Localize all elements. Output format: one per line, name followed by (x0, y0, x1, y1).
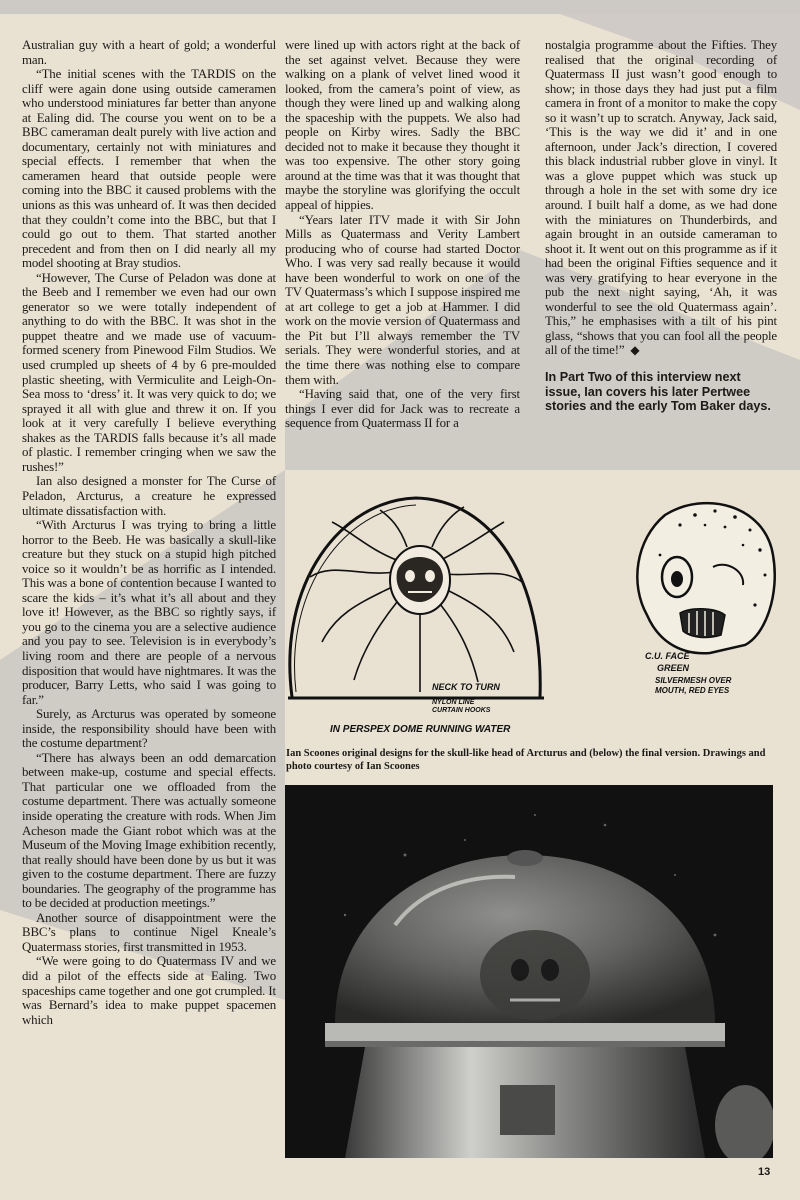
column-1 (22, 38, 276, 1027)
paragraph: “However, The Curse of Peladon was done at the Beeb and I remember we even had our own generator so we were totally independent of anything to do with the BBC. It was shot in the puppet theatre and we made use of vacuum-formed scenery from Pinewood Film Studios. We used crumpled up sheets of 4 by 6 pre-moulded plastic sheeting, with Vermiculite and Leigh-On-Sea moss to ‘dress’ it. It was very quick to do; we sprayed it all with glue and threw it on. If you look at it very carefully I believe everything shakes as the TARDIS falls because it’s all made of plastic. I remember cringing when we saw the rushes!” (22, 270, 276, 474)
column-3 (545, 38, 777, 414)
silver-annotation: SILVERMESH OVER (655, 676, 732, 685)
paragraph (545, 38, 777, 358)
paragraph: “There has always been an odd demarcation between make-up, costume and special effects. That particular one we offloaded from the costume department. There was actually someone inside operating the creature with rods. When Jim Acheson made the Giant robot which was at the Museum of the Moving Image exhibition recently, that really should have been done by us but it was given to the costume department. There are fuzzy boundaries. The geography of the programme has to be decided at production meetings.” (22, 750, 276, 911)
paragraph: “We were going to do Quatermass IV and we did a pilot of the effects side at Ealing. Two spaceships came together and one got crumpled. It was Bernard’s idea to make puppet spacemen which (22, 954, 276, 1027)
paragraph: Another source of disappointment were the BBC’s plans to continue Nigel Kneale’s Quatermass stories, first transmitted in 1953. (22, 910, 276, 954)
paragraph: “Years later ITV made it with Sir John Mills as Quatermass and Verity Lambert producing who of course had started Doctor Who. I was very sad really because it would have been wonderful to work on one of the TV Quatermass’s which I suppose inspired me at art college to get a job at Hammer. I did work on the movie version of Quatermass and the Pit but I’ll always remember the TV serials. They were wonderful stories, and at the time there was nothing else to compare them with. (285, 212, 520, 387)
next-issue-teaser: In Part Two of this interview next issue, Ian covers his later Pertwee stories and the early Tom Baker days. (545, 370, 771, 414)
paragraph: “Having said that, one of the very first things I ever did for Jack was to recreate a sequence from Quatermass II for a (285, 387, 520, 431)
hooks-annotation: CURTAIN HOOKS (432, 707, 491, 714)
arcturus-face-sketch (625, 495, 785, 695)
paragraph: “The initial scenes with the TARDIS on the cliff were again done using outside cameramen who understood miniatures far better than anyone at Ealing did. The course you went on to be a BBC cameraman dealt purely with live action and documentary, certainly not with miniatures and special effects. I remember that when the cameramen heard that outside people were coming into the BBC it caused problems with the unions as this was unheard of. It was then decided that they couldn’t come into the BBC, but that I could go out to them. That started another precedent and from then on I did nearly all my model shooting at Bray studios. (22, 67, 276, 271)
figure-caption: Ian Scoones original designs for the skull-like head of Arcturus and (below) the final version. Drawings and photo courtesy of Ian Scoones (286, 748, 766, 772)
arcturus-prop-photo (285, 785, 773, 1158)
end-mark-icon: ◆ (630, 343, 640, 358)
face-annotation: C.U. FACE (645, 651, 690, 661)
nylon-annotation: NYLON LINE (432, 699, 475, 706)
paragraph: Ian also designed a monster for The Curse of Peladon, Arcturus, a creature he expressed ultimate dissatisfaction with. (22, 474, 276, 518)
column-2 (285, 38, 520, 431)
paragraph: Surely, as Arcturus was operated by someone inside, the responsibility should have been with the costume department? (22, 707, 276, 751)
arcturus-dome-sketch (282, 492, 550, 742)
neck-annotation: NECK TO TURN (432, 682, 500, 692)
photo-illustration (285, 785, 773, 1158)
dome-annotation: IN PERSPEX DOME RUNNING WATER (330, 724, 511, 735)
mouth-annotation: MOUTH, RED EYES (655, 686, 730, 695)
paragraph: Australian guy with a heart of gold; a wonderful man. (22, 38, 276, 67)
paragraph-text: nostalgia programme about the Fifties. They realised that the original recording of Quatermass II just wasn’t good enough to show; in those days they had just put a film camera in front of a monitor to make the copy so it wasn’t up to scratch. Anyway, Jack said, ‘This is the way we did it’ and in one afternoon, under Jack’s direction, I covered this black industrial rubber glove in vinyl. It was a glove puppet which was stuck up through a hole in the set with some dry ice around. I built half a dome, as we had done with the miniatures on Thunderbirds, and again brought in an outside cameraman to shoot it. It went out on this programme as if it had been the original Fifties sequence and it was very gratifying to hear everyone in the pub the next night saying, ‘Ah, it was wonderful to see the old Quatermass again’. This,” he emphasises with a tilt of his pint glass, “shows that you can fool all the people all of the time!” (545, 38, 777, 358)
green-annotation: GREEN (657, 663, 690, 673)
page-number: 13 (758, 1166, 771, 1178)
paragraph: “With Arcturus I was trying to bring a little horror to the Beeb. He was basically a skull-like creature but they stuck on a stupid high pitched voice so it wouldn’t be as horrific as I intended. This was a bone of contention because I wanted to scare the kids – it’s what it’s all about and they love it! However, as the BBC so rightly says, if you go to the cinema you are a selective audience and you pay to see. Television is in everybody’s living room and there are people of a nervous disposition that would have nightmares. It was the producer, Barry Letts, who said I was going to far.” (22, 518, 276, 707)
paragraph: were lined up with actors right at the back of the set against velvet. Because they were walking on a plank of velvet lined wood it looked, from the camera’s point of view, as though they were lined up and walking along the spaceship with the puppets. We also had people on Kirby wires. Sadly the BBC decided not to make it because they thought it was too expensive. The other story going around at the time was that it was thought that maybe the storyline was glorifying the occult appeal of hippies. (285, 38, 520, 213)
